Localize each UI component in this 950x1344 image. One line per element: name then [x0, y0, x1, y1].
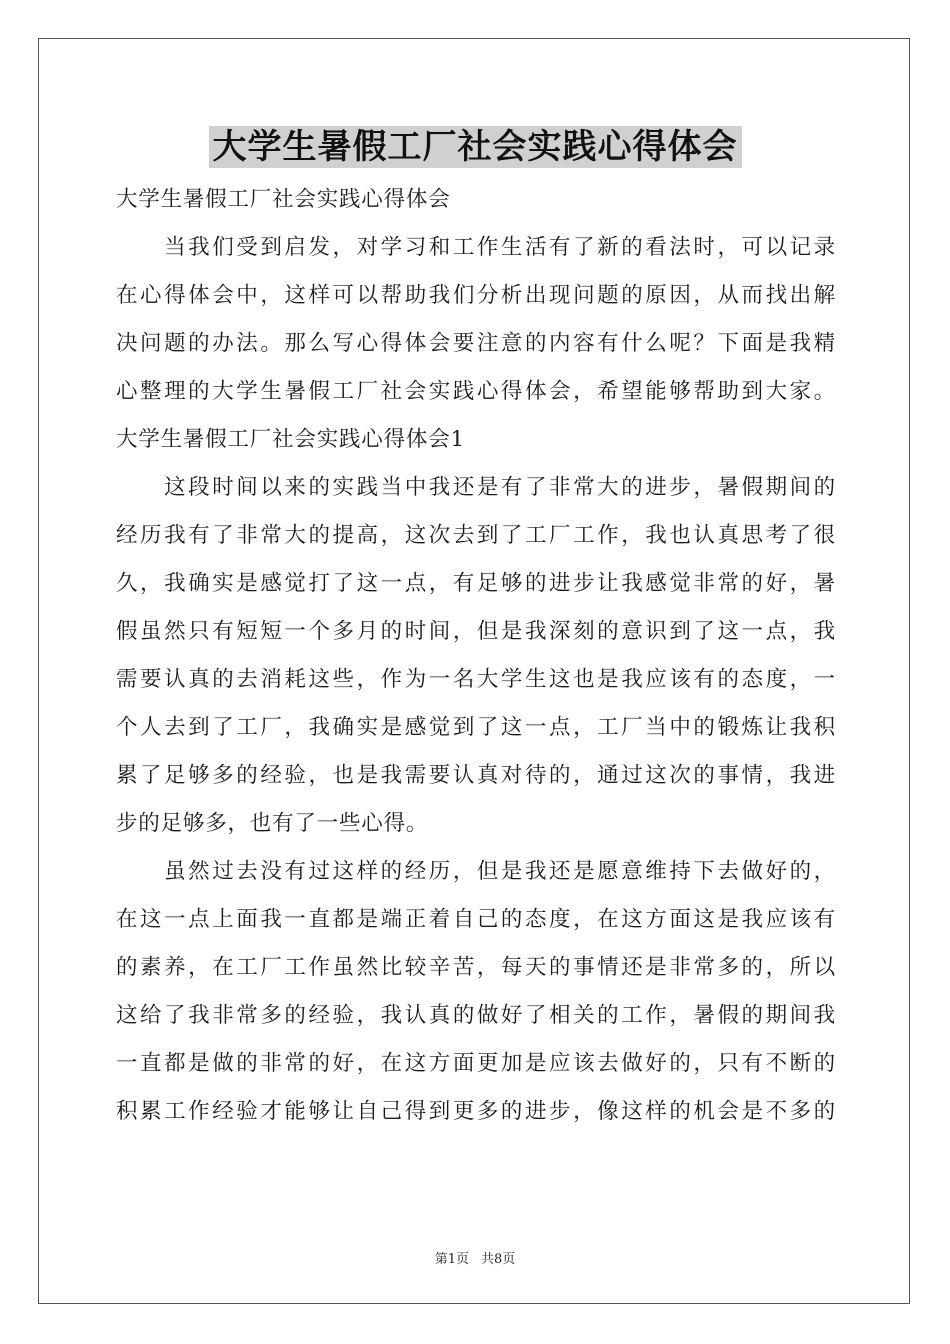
- text-line: 心整理的大学生暑假工厂社会实践心得体会，希望能够帮助到大家。: [116, 379, 836, 404]
- text-line: 经历我有了非常大的提高，这次去到了工厂工作，我也认真思考了很: [116, 523, 836, 548]
- page-total: 共8页: [481, 1252, 516, 1267]
- document-body: [116, 176, 836, 1136]
- intro-paragraph: [116, 224, 836, 416]
- text-line: 需要认真的去消耗这些，作为一名大学生这也是我应该有的态度，一: [116, 667, 836, 692]
- title-container: [0, 126, 950, 168]
- text-line: 一直都是做的非常的好，在这方面更加是应该去做好的，只有不断的: [116, 1051, 836, 1076]
- document-title: 大学生暑假工厂社会实践心得体会: [209, 126, 742, 168]
- text-line: 在这一点上面我一直都是端正着自己的态度，在这方面这是我应该有: [116, 907, 836, 932]
- text-line: 这给了我非常多的经验，我认真的做好了相关的工作，暑假的期间我: [116, 1003, 836, 1028]
- text-line: 个人去到了工厂，我确实是感觉到了这一点，工厂当中的锻炼让我积: [116, 715, 836, 740]
- page-footer: [0, 1248, 950, 1267]
- text-line: 决问题的办法。那么写心得体会要注意的内容有什么呢？下面是我精: [116, 331, 836, 356]
- text-line: 积累工作经验才能够让自己得到更多的进步，像这样的机会是不多的: [116, 1099, 836, 1124]
- section-heading: 大学生暑假工厂社会实践心得体会1: [116, 427, 465, 452]
- page-number: 第1页: [434, 1252, 469, 1267]
- body-paragraph-1: [116, 464, 836, 848]
- text-line: 假虽然只有短短一个多月的时间，但是我深刻的意识到了这一点，我: [116, 619, 836, 644]
- text-line: 的素养，在工厂工作虽然比较辛苦，每天的事情还是非常多的，所以: [116, 955, 836, 980]
- text-line: 虽然过去没有过这样的经历，但是我还是愿意维持下去做好的，: [116, 859, 836, 884]
- body-paragraph-2: [116, 848, 836, 1136]
- text-line: 当我们受到启发，对学习和工作生活有了新的看法时，可以记录: [116, 235, 836, 260]
- text-line: 在心得体会中，这样可以帮助我们分析出现问题的原因，从而找出解: [116, 283, 836, 308]
- text-line: 步的足够多，也有了一些心得。: [116, 811, 429, 836]
- document-subtitle: 大学生暑假工厂社会实践心得体会: [116, 187, 451, 212]
- text-line: 累了足够多的经验，也是我需要认真对待的，通过这次的事情，我进: [116, 763, 836, 788]
- text-line: 久，我确实是感觉打了这一点，有足够的进步让我感觉非常的好，暑: [116, 571, 836, 596]
- text-line: 这段时间以来的实践当中我还是有了非常大的进步，暑假期间的: [116, 475, 836, 500]
